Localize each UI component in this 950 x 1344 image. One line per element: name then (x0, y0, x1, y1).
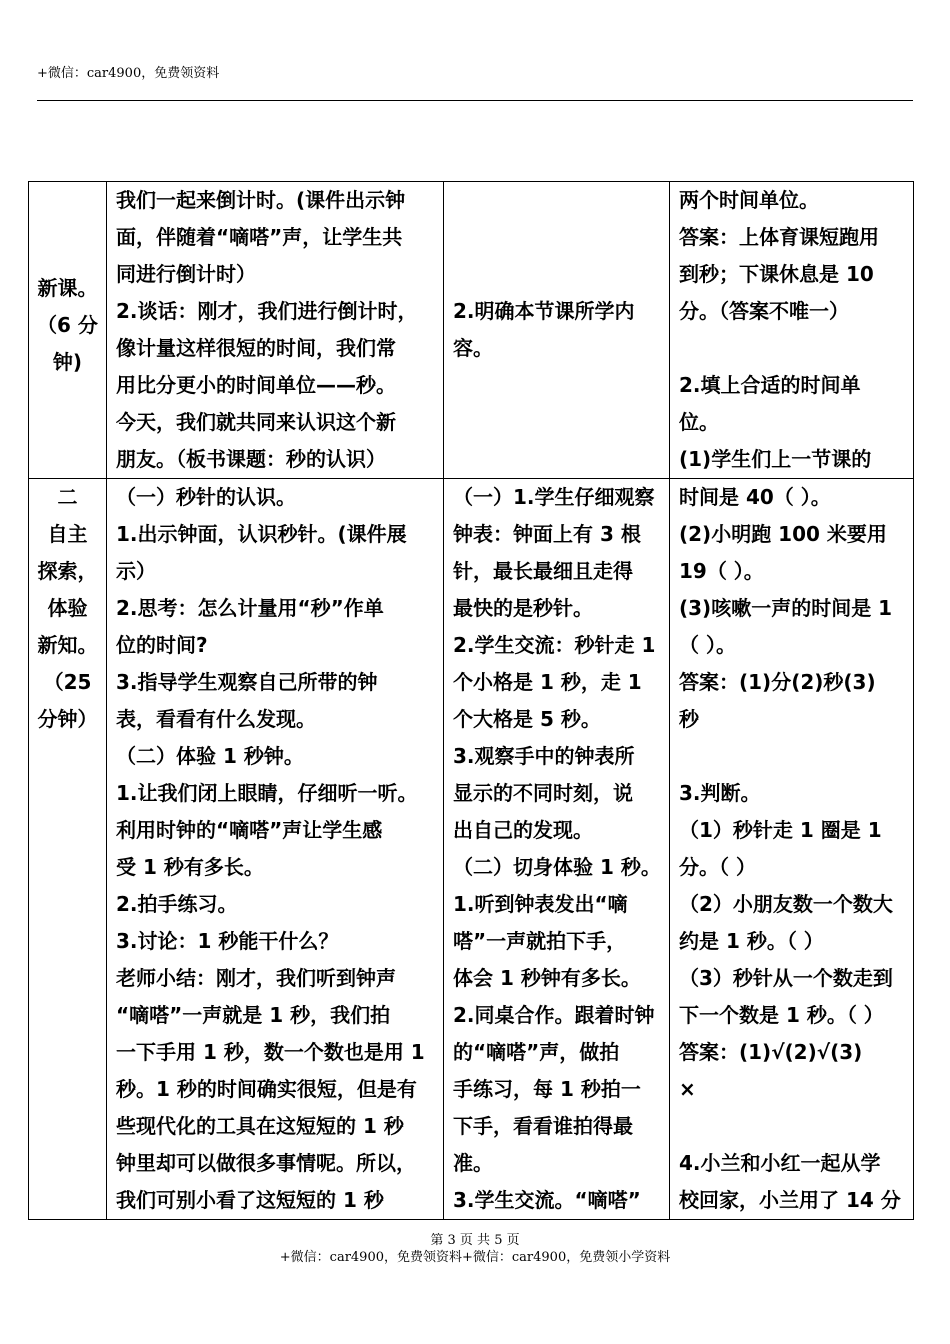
text-line: 用比分更小的时间单位——秒。 (116, 373, 396, 397)
text-line: 手练习，每 1 秒拍一 (453, 1077, 641, 1101)
text-line: (1)学生们上一节课的 (679, 447, 872, 471)
text-line: 3.指导学生观察自己所带的钟 (116, 670, 378, 694)
text-line: （25 (43, 670, 92, 694)
footer-watermark: +微信：car4900，免费领资料+微信：car4900，免费领小学资料 (279, 1250, 671, 1265)
text-line: 分钟） (37, 707, 98, 731)
text-line: 2.谈话：刚才，我们进行倒计时， (116, 299, 418, 323)
text-line: 秒。1 秒的时间确实很短，但是有 (116, 1077, 417, 1101)
text-line: 新课。 (37, 276, 98, 300)
table-row (29, 182, 914, 479)
text-line: 今天，我们就共同来认识这个新 (116, 410, 396, 434)
text-line: 答案：(1)分(2)秒(3) (679, 670, 876, 694)
text-line: 的“嘀嗒”声，做拍 (453, 1040, 620, 1064)
text-line: 3.讨论：1 秒能干什么？ (116, 929, 339, 953)
text-line: 探索， (37, 559, 98, 583)
text-line: 体会 1 秒钟有多长。 (453, 966, 641, 990)
text-line: （二）切身体验 1 秒。 (453, 855, 661, 879)
text-line: 下一个数是 1 秒。（ ） (679, 1003, 884, 1027)
text-line: 答案：上体育课短跑用 (679, 225, 879, 249)
text-line: 针，最长最细且走得 (453, 559, 633, 583)
text-line: 利用时钟的“嘀嗒”声让学生感 (116, 818, 383, 842)
text-line: 显示的不同时刻，说 (453, 781, 633, 805)
text-line: 像计量这样很短的时间，我们常 (116, 336, 396, 360)
text-line: 时间是 40（ ）。 (679, 485, 831, 509)
header-divider (37, 100, 913, 101)
student-activity-cell (444, 479, 670, 1220)
text-line: （3）秒针从一个数走到 (679, 966, 893, 990)
text-line: 分。（ ） (679, 855, 756, 879)
exercise-cell (670, 479, 914, 1220)
blank-line (679, 738, 911, 775)
text-line: 钟里却可以做很多事情呢。所以， (116, 1151, 416, 1175)
text-line: （1）秒针走 1 圈是 1 (679, 818, 882, 842)
text-line: 个小格是 1 秒，走 1 (453, 670, 642, 694)
text-line: 二 (57, 485, 78, 509)
text-line: 新知。 (37, 633, 98, 657)
table-row (29, 479, 914, 1220)
text-line: 1.出示钟面，认识秒针。(课件展 (116, 522, 407, 546)
text-line: 3.学生交流。“嘀嗒” (453, 1188, 641, 1212)
text-line: 3.观察手中的钟表所 (453, 744, 635, 768)
text-line: 一下手用 1 秒，数一个数也是用 1 (116, 1040, 425, 1064)
text-line: 约是 1 秒。（ ） (679, 929, 824, 953)
text-line: （二）体验 1 秒钟。 (116, 744, 304, 768)
text-line: （2）小朋友数一个数大 (679, 892, 893, 916)
text-line: 个大格是 5 秒。 (453, 707, 601, 731)
text-line: 1.听到钟表发出“嘀 (453, 892, 628, 916)
text-line: 秒 (679, 707, 699, 731)
student-activity-text (453, 182, 667, 367)
student-activity-cell (444, 182, 670, 479)
text-line: （6 分 (37, 313, 98, 337)
page-number: 第 3 页 共 5 页 (430, 1233, 520, 1248)
text-line: 示） (116, 559, 156, 583)
header-watermark: +微信：car4900，免费领资料 (37, 66, 220, 81)
text-line: 准。 (453, 1151, 493, 1175)
text-line: 位。 (679, 410, 719, 434)
text-line: 分。（答案不唯一） (679, 299, 849, 323)
text-line: 自主 (47, 522, 88, 546)
stage-label (29, 182, 106, 381)
text-line: 到秒；下课休息是 10 (679, 262, 874, 286)
text-line: 2.同桌合作。跟着时钟 (453, 1003, 655, 1027)
text-line: （ ）。 (679, 633, 736, 657)
text-line: 校回家，小兰用了 14 分 (679, 1188, 901, 1212)
text-line: 最快的是秒针。 (453, 596, 593, 620)
text-line: 两个时间单位。 (679, 188, 819, 212)
text-line: 受 1 秒有多长。 (116, 855, 264, 879)
text-line: 3.判断。 (679, 781, 761, 805)
text-line: 朋友。（板书课题：秒的认识） (116, 447, 386, 471)
exercise-cell (670, 182, 914, 479)
text-line: 我们一起来倒计时。(课件出示钟 (116, 188, 406, 212)
text-line: 答案：(1)√(2)√(3) (679, 1040, 863, 1064)
blank-line (679, 1108, 911, 1145)
text-line: 嗒”一声就拍下手， (453, 929, 627, 953)
text-line: 同进行倒计时） (116, 262, 256, 286)
stage-cell (29, 182, 107, 479)
text-line: 钟表：钟面上有 3 根 (453, 522, 641, 546)
text-line: （一）1.学生仔细观察 (453, 485, 655, 509)
text-line: 出自己的发现。 (453, 818, 593, 842)
text-line: 些现代化的工具在这短短的 1 秒 (116, 1114, 404, 1138)
text-line: 我们可别小看了这短短的 1 秒 (116, 1188, 384, 1212)
text-line: “嘀嗒”一声就是 1 秒，我们拍 (116, 1003, 391, 1027)
text-line: 4.小兰和小红一起从学 (679, 1151, 881, 1175)
text-line: 位的时间? (116, 633, 208, 657)
teacher-activity-cell (107, 479, 444, 1220)
stage-cell (29, 479, 107, 1220)
text-line: 面，伴随着“嘀嗒”声，让学生共 (116, 225, 403, 249)
text-line: 下手，看看谁拍得最 (453, 1114, 633, 1138)
lesson-plan-table (28, 181, 914, 1220)
text-line: 19（ ）。 (679, 559, 764, 583)
text-line: × (679, 1077, 696, 1101)
blank-line (679, 330, 911, 367)
text-line: 1.让我们闭上眼睛，仔细听一听。 (116, 781, 418, 805)
text-line: 容。 (453, 336, 493, 360)
text-line: (2)小明跑 100 米要用 (679, 522, 887, 546)
text-line: 2.学生交流：秒针走 1 (453, 633, 656, 657)
teacher-activity-cell (107, 182, 444, 479)
text-line: 2.填上合适的时间单 (679, 373, 861, 397)
text-line: （一）秒针的认识。 (116, 485, 296, 509)
text-line: (3)咳嗽一声的时间是 1 (679, 596, 893, 620)
text-line: 2.思考：怎么计量用“秒”作单 (116, 596, 384, 620)
text-line: 钟) (52, 350, 83, 374)
text-line: 体验 (47, 596, 88, 620)
text-line: 表，看看有什么发现。 (116, 707, 316, 731)
text-line: 2.拍手练习。 (116, 892, 238, 916)
text-line: 老师小结：刚才，我们听到钟声 (116, 966, 396, 990)
text-line: 2.明确本节课所学内 (453, 299, 635, 323)
